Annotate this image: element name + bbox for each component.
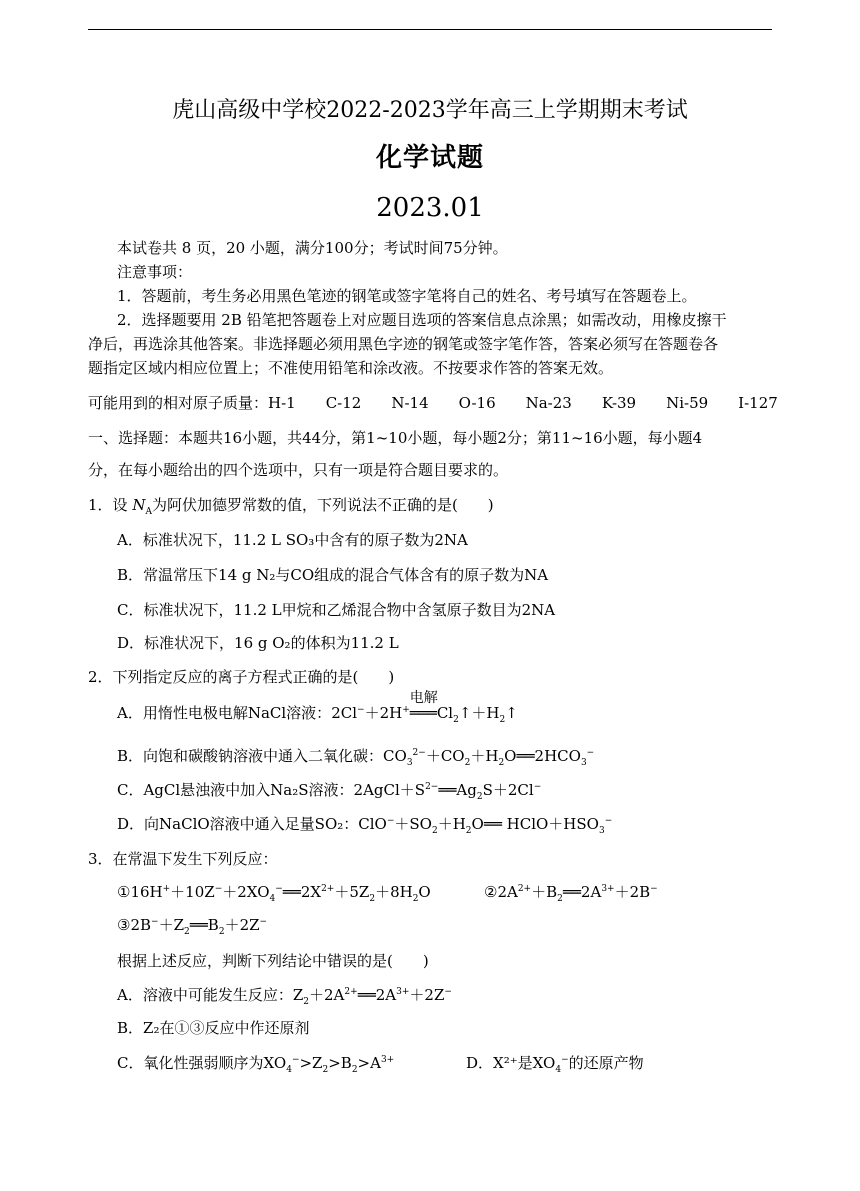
q2-option-b: B．向饱和碳酸钠溶液中通入二氧化碳：$CO_3^{2-}+CO_2+H_2O══2HCO_3^-$: [117, 747, 595, 768]
q2-option-a: A．用惰性电极电解NaCl溶液：2Cl−＋2H+ 电解 $═══Cl_2↑+H_2↑$: [117, 690, 518, 725]
q1-option-c: C．标准状况下，11.2 L甲烷和乙烯混合物中含氢原子数目为2NA: [117, 601, 556, 619]
q1-stem: 1．设 $N_A$为阿伏加德罗常数的值，下列说法不正确的是( ): [88, 496, 494, 517]
note-2-line-1: 2．选择题要用 2B 铅笔把答题卷上对应题目选项的答案信息点涂黑；如需改动，用橡皮擦干: [117, 311, 727, 329]
note-1: 1．答题前，考生务必用黑色笔迹的钢笔或签字笔将自己的姓名、考号填写在答题卷上。: [117, 287, 697, 305]
q3-reaction-1: $①16H^++10Z^-+2XO_4^-══2X^{2+}+5Z_2+8H_2O$: [117, 883, 431, 904]
q3-question: 根据上述反应，判断下列结论中错误的是( ): [117, 952, 429, 970]
note-2-line-2: 净后，再选涂其他答案。非选择题必须用黑色字迹的钢笔或签字笔作答，答案必须写在答题卷各: [88, 335, 719, 353]
q3-option-c: C．氧化性强弱顺序为$XO_4^->Z_2>B_2>A^{3+}$: [117, 1054, 395, 1075]
q1-option-a: A．标准状况下，11.2 L SO₃中含有的原子数为2NA: [117, 531, 468, 549]
q3-reaction-3: $③2B^-+Z_2══B_2+2Z^-$: [117, 916, 268, 937]
q2-option-c: C．AgCl悬浊液中加入Na₂S溶液：$2AgCl+S^{2-}══Ag_2S+2Cl^-$: [117, 781, 542, 802]
note-2-line-3: 题指定区域内相应位置上；不准使用铅笔和涂改液。不按要求作答的答案无效。: [88, 359, 614, 377]
electrolysis-condition: 电解: [409, 690, 438, 706]
subject-title: 化学试题: [375, 143, 484, 173]
section-1-line-2: 分，在每小题给出的四个选项中，只有一项是符合题目要求的。: [88, 461, 509, 479]
section-1-line-1: 一、选择题：本题共16小题，共44分，第1~10小题，每小题2分；第11~16小题，每小题4: [88, 429, 703, 447]
overview-text: 本试卷共 8 页，20 小题，满分100分；考试时间75分钟。: [117, 239, 508, 257]
q1-option-d: D．标准状况下，16 g O₂的体积为11.2 L: [117, 634, 399, 652]
atomic-masses: 可能用到的相对原子质量：H-1 C-12 N-14 O-16 Na-23 K-39 Ni-59 I-127: [88, 394, 778, 412]
notes-heading: 注意事项：: [117, 263, 193, 281]
header-rule: [88, 29, 772, 30]
q1-option-b: B．常温常压下14 g N₂与CO组成的混合气体含有的原子数为NA: [117, 566, 549, 584]
exam-title: 虎山高级中学校2022-2023学年高三上学期期末考试: [172, 98, 688, 123]
q3-option-d: D．X²⁺是$XO_4^-$的还原产物: [466, 1054, 644, 1075]
q2-option-d: D．向NaClO溶液中通入足量SO₂：$ClO^-+SO_2+H_2O══$ $HClO+HSO_3^-$: [117, 815, 613, 836]
exam-date: 2023.01: [376, 193, 484, 223]
q3-option-b: B．Z₂在①③反应中作还原剂: [117, 1019, 310, 1037]
q3-option-a: A．溶液中可能发生反应：$Z_2+2A^{2+}══2A^{3+}+2Z^-$: [117, 986, 452, 1007]
q3-stem: 3．在常温下发生下列反应：: [88, 850, 278, 868]
q3-reaction-2: $②2A^{2+}+B_2══2A^{3+}+2B^-$: [484, 883, 658, 904]
q2-stem: 2．下列指定反应的离子方程式正确的是( ): [88, 668, 395, 686]
